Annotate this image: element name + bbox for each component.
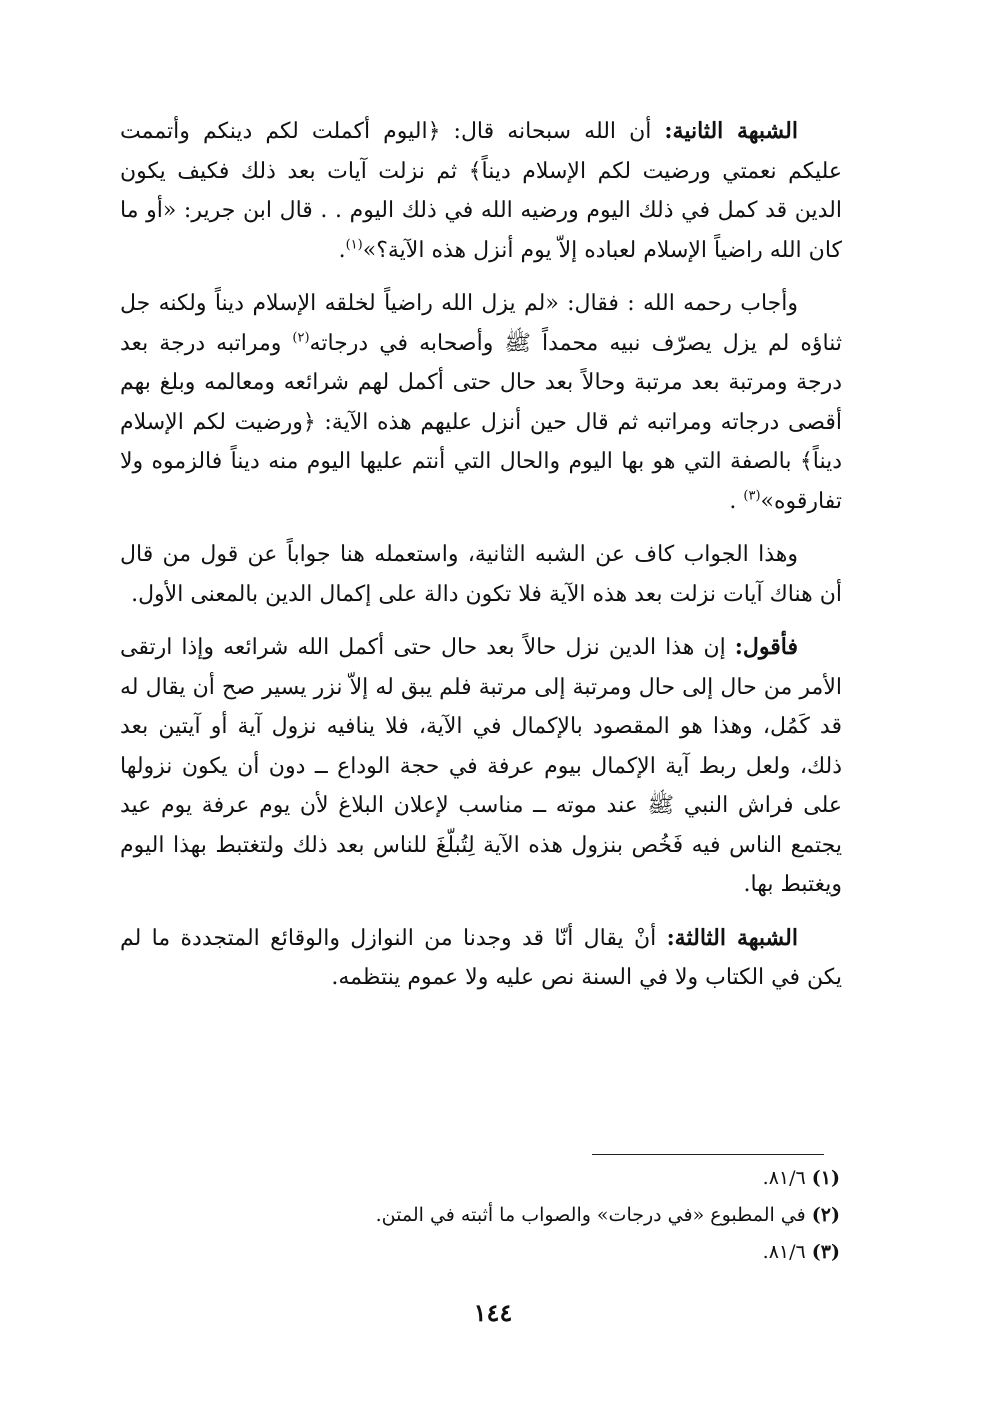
page-number: ١٤٤	[473, 1298, 513, 1327]
paragraph-answer	[120, 284, 842, 521]
footnotes	[120, 1160, 840, 1271]
paragraph-text: أنْ يقال أنّا قد وجدنا من النوازل والوقائع المتجددة ما لم يكن في الكتاب ولا في السنة نص عليه ولا عموم ينتظمه.	[120, 925, 842, 990]
heading-second-doubt: الشبهة الثانية:	[664, 118, 798, 144]
footnote-ref: (٣)	[743, 488, 761, 504]
paragraph-reply	[120, 535, 842, 614]
paragraph-text: وأجاب رحمه الله : فقال: «لم يزل الله راضياً لخلقه الإسلام ديناً ولكنه جل ثناؤه لم يزل يصرّف نبيه محمداً ﷺ وأصحابه في درجاته	[120, 291, 842, 356]
footnote-separator	[592, 1154, 824, 1155]
heading-third-doubt: الشبهة الثالثة:	[666, 924, 798, 951]
footnote-ref: (٢)	[292, 330, 310, 346]
footnote-ref: (١)	[345, 237, 363, 253]
footnote-number: (٢)	[811, 1204, 840, 1226]
footnote-item	[120, 1160, 840, 1197]
footnote-text: في المطبوع «في درجات» والصواب ما أثبته في المتن.	[375, 1204, 806, 1226]
footnote-item	[120, 1234, 840, 1271]
footnote-number: (٣)	[811, 1241, 840, 1263]
paragraph-third-doubt	[120, 919, 842, 998]
footnote-text: ٨١/٦.	[762, 1241, 806, 1263]
paragraph-text: أن الله سبحانه قال: ﴿اليوم أكملت لكم دينكم وأتممت عليكم نعمتي ورضيت لكم الإسلام ديناً﴾ ثم نزلت آيات بعد ذلك فكيف يكون الدين قد كمل في ذلك اليوم ورضيه الله في ذلك اليوم . . قال ابن جرير: «أو ما كان الله راضياً الإسلام لعباده إلاّ يوم أنزل هذه الآية؟»	[120, 119, 842, 263]
paragraph-text: وهذا الجواب كاف عن الشبه الثانية، واستعمله هنا جواباً عن قول من قال أن هناك آيات نزلت بعد هذه الآية فلا تكون دالة على إكمال الدين بالمعنى الأول.	[120, 542, 842, 607]
paragraph-tail: .	[338, 237, 346, 263]
paragraph-text-continued: ومراتبه درجة بعد درجة ومرتبة بعد مرتبة وحالاً بعد حال حتى أكمل لهم شرائعه ومعالمه وبلغ بهم أقصى درجاته ومراتبه ثم قال حين أنزل عليهم هذه الآية: ﴿ورضيت لكم الإسلام ديناً﴾ بالصفة التي هو بها اليوم والحال التي أنتم عليها اليوم منه ديناً فالزموه ولا تفارقوه»	[120, 330, 842, 514]
paragraph-i-say	[120, 628, 842, 905]
paragraph-second-doubt	[120, 112, 842, 270]
heading-i-say: فأقول:	[734, 634, 798, 660]
paragraph-tail: .	[729, 488, 744, 514]
footnote-item	[120, 1197, 840, 1234]
paragraph-text: إن هذا الدين نزل حالاً بعد حال حتى أكمل الله شرائعه وإذا ارتقى الأمر من حال إلى حال ومرتبة إلى مرتبة فلم يبق له إلاّ نزر يسير صح أن يقال له قد كَمُل، وهذا هو المقصود بالإكمال في الآية، فلا ينافيه نزول آية أو آيتين بعد ذلك، ولعل ربط آية الإكمال بيوم عرفة في حجة الوداع ــ دون أن يكون نزولها على فراش النبي ﷺ عند موته ــ مناسب لإعلان البلاغ لأن يوم عرفة يوم عيد يجتمع الناس فيه فَخُص بنزول هذه الآية لِتُبلّغَ للناس بعد ذلك ولتغتبط بهذا اليوم ويغتبط بها.	[120, 635, 842, 897]
footnote-number: (١)	[811, 1167, 840, 1189]
footnote-text: ٨١/٦.	[762, 1167, 806, 1189]
main-text	[120, 112, 842, 1012]
